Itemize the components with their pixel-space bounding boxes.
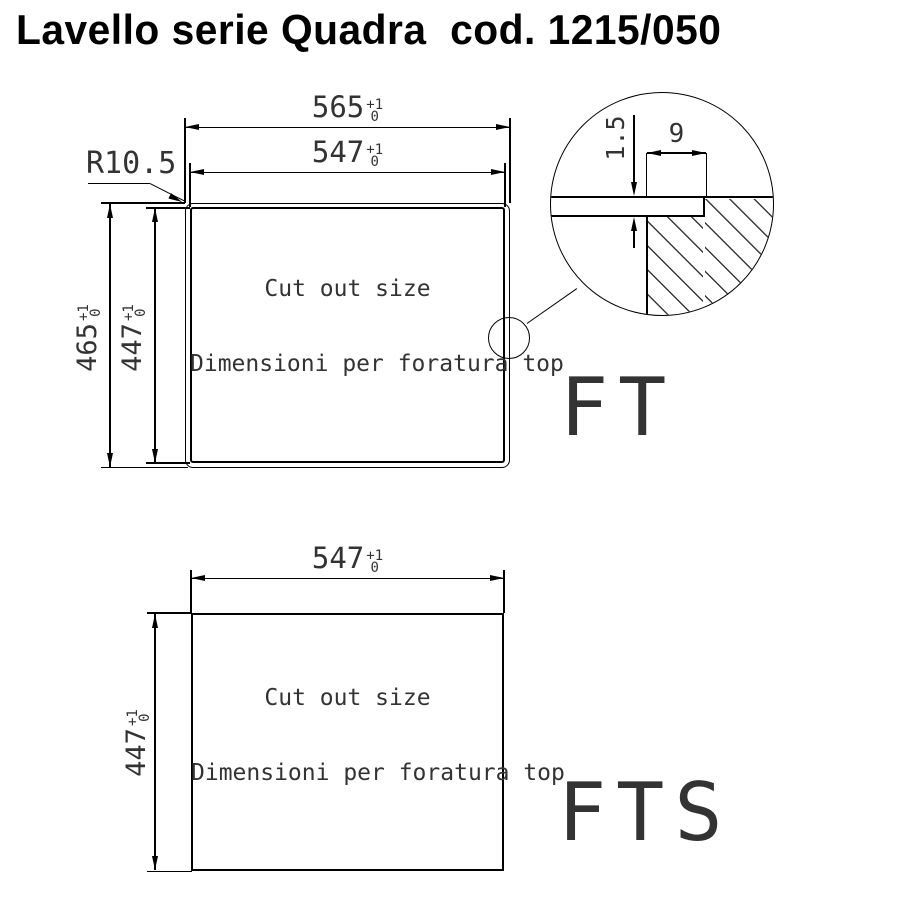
- dimension-value: 565: [311, 90, 365, 124]
- drawing-title: Lavello serie Quadra cod. 1215/050: [16, 6, 722, 53]
- tolerance-upper: +1: [121, 304, 137, 322]
- tolerance: [366, 550, 383, 574]
- detail-reference-circle: [488, 317, 530, 359]
- cutout-edge-line: [646, 215, 649, 317]
- tolerance: [127, 709, 151, 726]
- dimension-value: 465: [72, 323, 103, 372]
- extension-line: [706, 153, 707, 196]
- extension-line: [101, 202, 185, 203]
- arrowhead-icon: [190, 169, 204, 175]
- dimension-value: 547: [311, 135, 365, 169]
- countertop-hatch: [705, 199, 774, 317]
- extension-line: [646, 153, 647, 196]
- arrowhead-icon: [647, 150, 661, 156]
- dimension-text-cutout-width: [190, 137, 505, 168]
- arrowhead-icon: [692, 150, 706, 156]
- arrowhead-icon: [185, 124, 199, 130]
- dimension-value: 447: [121, 728, 152, 777]
- dimension-line-447: [154, 614, 155, 870]
- tolerance: [366, 99, 383, 123]
- arrowhead-icon: [107, 204, 113, 218]
- extension-line: [633, 115, 634, 183]
- arrowhead-icon: [191, 575, 205, 581]
- tolerance-lower: 0: [370, 560, 379, 576]
- arrowhead-icon: [107, 453, 113, 467]
- corner-radius-label: R10.5: [86, 146, 177, 181]
- extension-line: [509, 118, 510, 203]
- tolerance-upper: +1: [366, 548, 384, 564]
- detail-section-circle: [550, 92, 774, 316]
- cutout-note: [191, 636, 565, 836]
- dimension-value: 447: [117, 323, 148, 372]
- dimension-text-height: [122, 678, 152, 808]
- tolerance-upper: +1: [125, 709, 141, 727]
- tolerance: [366, 144, 383, 168]
- extension-line: [147, 871, 192, 872]
- dimension-text-outer-width: [185, 92, 510, 123]
- cutout-note-en: Cut out size: [264, 276, 431, 302]
- arrowhead-icon: [152, 449, 158, 463]
- cutout-note: [190, 227, 564, 427]
- arrowhead-icon: [631, 182, 637, 196]
- arrowhead-icon: [490, 575, 504, 581]
- dimension-line-565: [185, 127, 510, 128]
- arrowhead-icon: [491, 169, 505, 175]
- arrowhead-icon: [496, 124, 510, 130]
- flange-bottom-line: [551, 215, 705, 217]
- tolerance-lower: 0: [370, 109, 379, 125]
- tolerance-upper: +1: [366, 97, 384, 113]
- arrowhead-icon: [152, 614, 158, 628]
- extension-line: [184, 118, 185, 203]
- dimension-line-547: [191, 578, 504, 579]
- ledge-step-line: [703, 196, 705, 218]
- extension-line: [101, 467, 188, 468]
- dimension-line-465: [109, 204, 110, 467]
- dimension-value: 547: [311, 541, 365, 575]
- leader-line: [88, 183, 150, 184]
- cutout-note-it: Dimensioni per foratura top: [190, 351, 564, 377]
- tolerance-lower: 0: [370, 154, 379, 170]
- tolerance-upper: +1: [366, 142, 384, 158]
- dimension-text-cutout-height: [118, 273, 148, 403]
- view-label-fts: FTS: [558, 766, 733, 859]
- dimension-line-447: [154, 208, 155, 463]
- tolerance: [123, 304, 147, 321]
- tolerance-lower: 0: [137, 713, 153, 722]
- arrowhead-icon: [631, 217, 637, 231]
- view-label-ft: FT: [560, 361, 677, 454]
- cutout-note-en: Cut out size: [264, 685, 431, 711]
- tolerance-upper: +1: [76, 304, 92, 322]
- leader-line: [527, 288, 578, 324]
- top-surface-line: [551, 196, 774, 199]
- cutout-note-it: Dimensioni per foratura top: [191, 760, 565, 786]
- dimension-text-ledge-width: 9: [668, 119, 685, 149]
- dimension-line-547: [190, 172, 505, 173]
- dimension-text-outer-height: [73, 273, 103, 403]
- tolerance-lower: 0: [133, 308, 149, 317]
- arrowhead-icon: [152, 208, 158, 222]
- extension-line: [633, 231, 634, 248]
- tolerance-lower: 0: [88, 308, 104, 317]
- tolerance: [78, 304, 102, 321]
- dimension-text-flange-thickness: 1.5: [601, 115, 630, 161]
- countertop-hatch: [648, 217, 703, 316]
- arrowhead-icon: [152, 856, 158, 870]
- dimension-text-width: [191, 543, 504, 574]
